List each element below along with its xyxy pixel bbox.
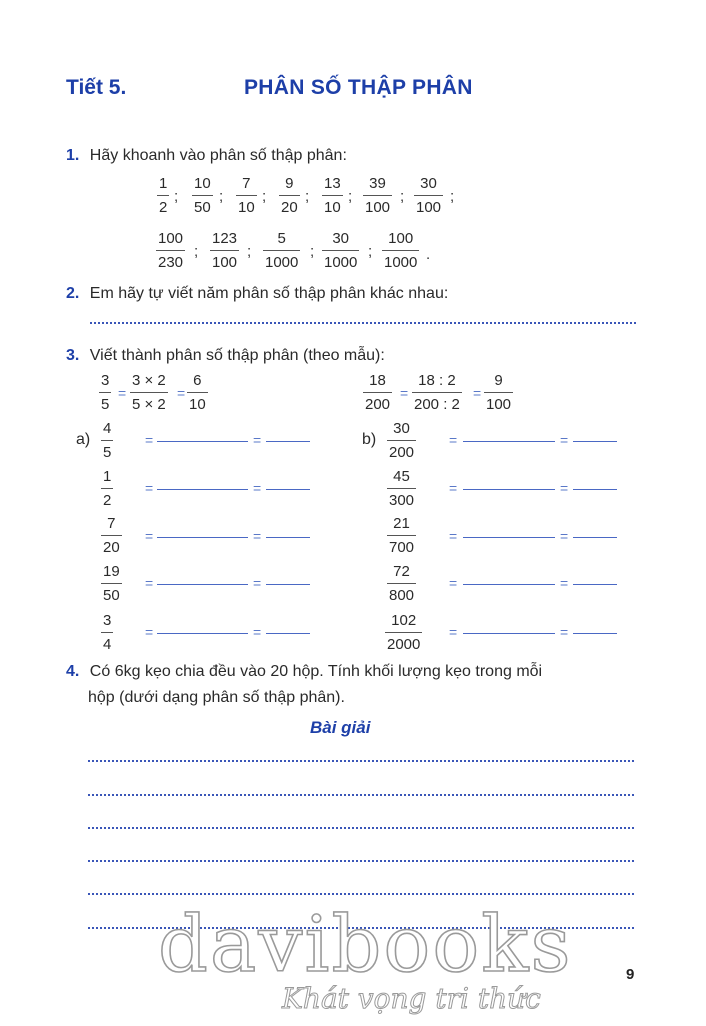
equals-sign: = bbox=[145, 528, 154, 544]
question-2-number: 2. bbox=[66, 285, 80, 302]
equals-sign: = bbox=[145, 480, 154, 496]
separator: ; bbox=[247, 243, 252, 260]
question-3-number: 3. bbox=[66, 347, 80, 364]
separator: ; bbox=[262, 188, 267, 205]
equals-sign: = bbox=[560, 575, 569, 591]
equals-sign: = bbox=[253, 480, 262, 496]
answer-blank[interactable] bbox=[573, 441, 617, 442]
question-4-heading bbox=[66, 663, 542, 681]
answer-blank[interactable] bbox=[463, 441, 555, 442]
answer-blank[interactable] bbox=[157, 489, 248, 490]
question-2-heading bbox=[66, 285, 448, 303]
example-fraction: 6 10 bbox=[189, 372, 206, 413]
equals-sign: = bbox=[449, 575, 458, 591]
answer-blank[interactable] bbox=[266, 537, 310, 538]
period: . bbox=[426, 246, 431, 263]
exercise-fraction-b: 30 200 bbox=[389, 420, 415, 461]
example-fraction: 9 100 bbox=[486, 372, 512, 413]
equals-sign: = bbox=[177, 385, 186, 401]
answer-blank[interactable] bbox=[463, 584, 555, 585]
lesson-label: Tiết 5. bbox=[66, 76, 127, 99]
separator: ; bbox=[310, 243, 315, 260]
watermark-logo: davibooks bbox=[158, 900, 573, 990]
equals-sign: = bbox=[400, 385, 409, 401]
equals-sign: = bbox=[449, 432, 458, 448]
example-fraction: 3 × 2 5 × 2 bbox=[132, 372, 166, 413]
question-1-heading bbox=[66, 147, 347, 165]
question-2-text: Em hãy tự viết năm phân số thập phân khác nhau: bbox=[89, 285, 449, 302]
q1-fraction[interactable]: 5 1000 bbox=[265, 230, 299, 271]
answer-blank[interactable] bbox=[463, 537, 555, 538]
answer-line[interactable] bbox=[88, 893, 634, 895]
example-fraction: 18 200 bbox=[365, 372, 391, 413]
example-fraction: 18 : 2 200 : 2 bbox=[414, 372, 460, 413]
equals-sign: = bbox=[253, 528, 262, 544]
answer-line[interactable] bbox=[88, 794, 634, 796]
equals-sign: = bbox=[145, 575, 154, 591]
page-title: PHÂN SỐ THẬP PHÂN bbox=[244, 76, 473, 99]
q1-fraction[interactable]: 7 10 bbox=[238, 175, 255, 216]
equals-sign: = bbox=[473, 385, 482, 401]
label-b: b) bbox=[362, 431, 377, 448]
equals-sign: = bbox=[145, 432, 154, 448]
exercise-fraction-a: 1 2 bbox=[103, 468, 112, 509]
question-3-heading bbox=[66, 347, 385, 365]
answer-blank[interactable] bbox=[573, 537, 617, 538]
separator: ; bbox=[400, 188, 405, 205]
equals-sign: = bbox=[449, 480, 458, 496]
question-1-number: 1. bbox=[66, 147, 80, 164]
solution-heading: Bài giải bbox=[310, 718, 371, 737]
answer-blank[interactable] bbox=[157, 537, 248, 538]
answer-blank[interactable] bbox=[266, 489, 310, 490]
question-4-line-1: Có 6kg kẹo chia đều vào 20 hộp. Tính khối lượng kẹo trong mỗi bbox=[89, 663, 543, 680]
answer-blank[interactable] bbox=[266, 633, 310, 634]
answer-blank[interactable] bbox=[266, 584, 310, 585]
equals-sign: = bbox=[145, 624, 154, 640]
q1-fraction[interactable]: 100 230 bbox=[158, 230, 184, 271]
equals-sign: = bbox=[449, 624, 458, 640]
equals-sign: = bbox=[449, 528, 458, 544]
separator: ; bbox=[174, 188, 179, 205]
q1-fraction[interactable]: 10 50 bbox=[194, 175, 211, 216]
equals-sign: = bbox=[253, 432, 262, 448]
answer-blank[interactable] bbox=[573, 489, 617, 490]
answer-blank[interactable] bbox=[463, 633, 555, 634]
answer-blank[interactable] bbox=[573, 633, 617, 634]
answer-blank[interactable] bbox=[463, 489, 555, 490]
equals-sign: = bbox=[253, 624, 262, 640]
equals-sign: = bbox=[560, 528, 569, 544]
q1-fraction[interactable]: 30 100 bbox=[416, 175, 442, 216]
separator: ; bbox=[450, 188, 455, 205]
equals-sign: = bbox=[560, 480, 569, 496]
q1-fraction[interactable]: 9 20 bbox=[281, 175, 298, 216]
answer-blank[interactable] bbox=[573, 584, 617, 585]
equals-sign: = bbox=[560, 432, 569, 448]
separator: ; bbox=[194, 243, 199, 260]
page-number: 9 bbox=[626, 966, 635, 983]
answer-blank[interactable] bbox=[157, 441, 248, 442]
example-fraction: 3 5 bbox=[101, 372, 110, 413]
answer-line[interactable] bbox=[88, 827, 634, 829]
question-4-number: 4. bbox=[66, 663, 80, 680]
q1-fraction[interactable]: 39 100 bbox=[365, 175, 391, 216]
answer-blank[interactable] bbox=[266, 441, 310, 442]
exercise-fraction-b: 45 300 bbox=[389, 468, 415, 509]
separator: ; bbox=[305, 188, 310, 205]
separator: ; bbox=[348, 188, 353, 205]
equals-sign: = bbox=[253, 575, 262, 591]
separator: ; bbox=[368, 243, 373, 260]
equals-sign: = bbox=[118, 385, 127, 401]
exercise-fraction-a: 19 50 bbox=[103, 563, 120, 604]
answer-blank[interactable] bbox=[157, 584, 248, 585]
exercise-fraction-b: 102 2000 bbox=[387, 612, 421, 653]
question-1-text: Hãy khoanh vào phân số thập phân: bbox=[89, 147, 347, 164]
answer-line[interactable] bbox=[90, 322, 636, 324]
q1-fraction[interactable]: 30 1000 bbox=[324, 230, 358, 271]
exercise-fraction-a: 7 20 bbox=[103, 515, 120, 556]
q1-fraction[interactable]: 100 1000 bbox=[384, 230, 418, 271]
exercise-fraction-b: 21 700 bbox=[389, 515, 415, 556]
separator: ; bbox=[219, 188, 224, 205]
question-3-text: Viết thành phân số thập phân (theo mẫu): bbox=[89, 347, 385, 364]
exercise-fraction-a: 3 4 bbox=[103, 612, 112, 653]
equals-sign: = bbox=[560, 624, 569, 640]
answer-blank[interactable] bbox=[157, 633, 248, 634]
exercise-fraction-a: 4 5 bbox=[103, 420, 112, 461]
label-a: a) bbox=[76, 431, 91, 448]
exercise-fraction-b: 72 800 bbox=[389, 563, 415, 604]
q1-fraction[interactable]: 13 10 bbox=[324, 175, 341, 216]
q1-fraction[interactable]: 1 2 bbox=[159, 175, 168, 216]
answer-line[interactable] bbox=[88, 860, 634, 862]
answer-line[interactable] bbox=[88, 760, 634, 762]
watermark-slogan: Khát vọng tri thức bbox=[282, 982, 541, 1015]
question-4-line-2: hộp (dưới dạng phân số thập phân). bbox=[88, 689, 345, 706]
q1-fraction[interactable]: 123 100 bbox=[212, 230, 238, 271]
